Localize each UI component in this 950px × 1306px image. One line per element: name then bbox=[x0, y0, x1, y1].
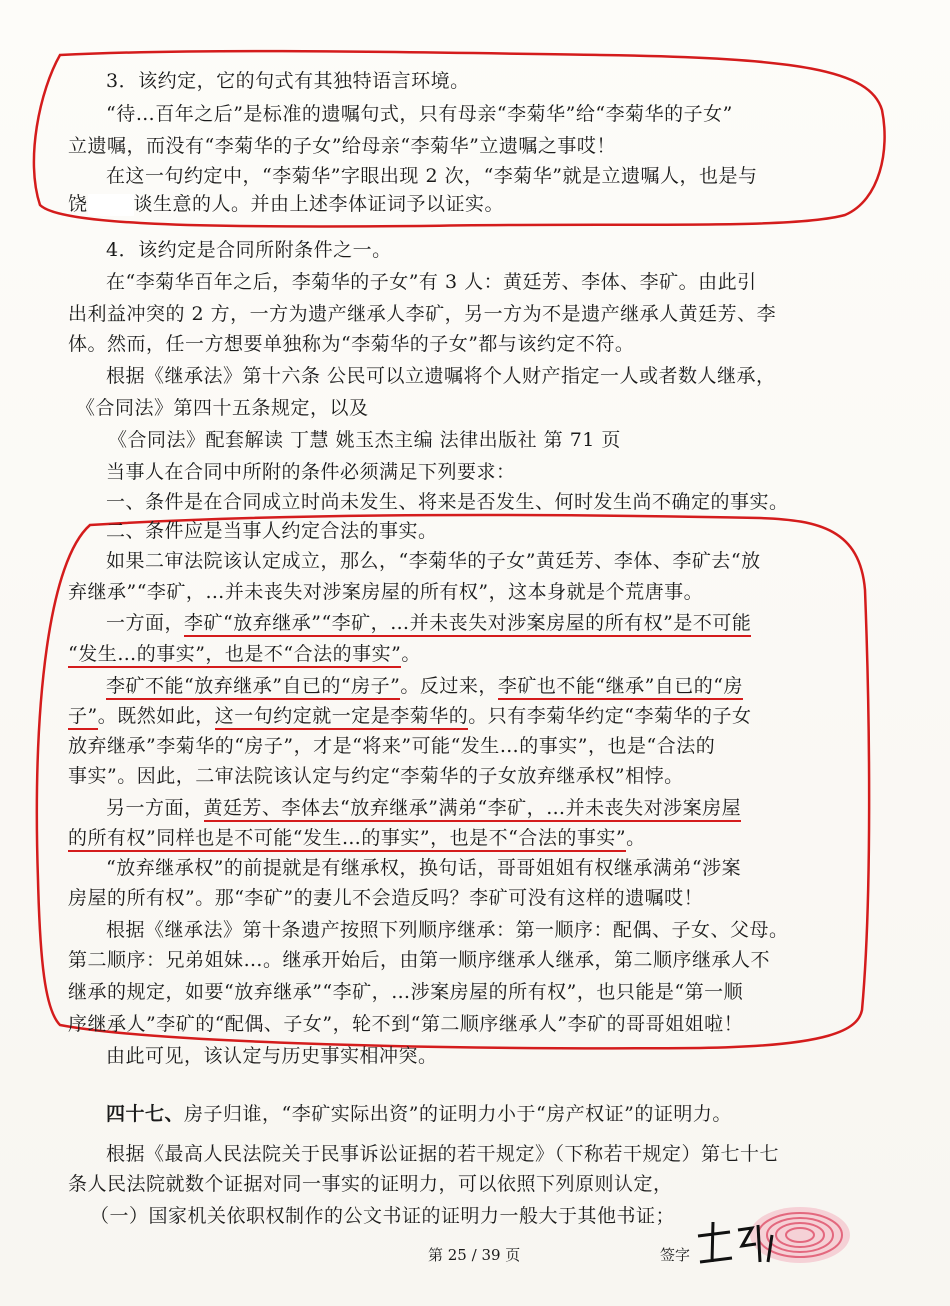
para-line: 立遗嘱，而没有“李菊华的子女”给母亲“李菊华”立遗嘱之事哎！ bbox=[68, 135, 616, 157]
text-span: 谈生意的人。并由上述李体证词予以证实。 bbox=[133, 193, 505, 215]
para-line: 房屋的所有权”。那“李矿”的妻儿不会造反吗？李矿可没有这样的遗嘱哎！ bbox=[68, 887, 704, 909]
para-line: 根据《最高人民法院关于民事诉讼证据的若干规定》（下称若干规定）第七十七 bbox=[106, 1143, 780, 1165]
para-line bbox=[106, 674, 743, 698]
redaction-blank bbox=[88, 194, 134, 216]
para-line: 出利益冲突的 2 方，一方为遗产继承人李矿，另一方为不是遗产继承人黄廷芳、李 bbox=[68, 303, 777, 325]
para-line bbox=[106, 611, 751, 635]
para-line bbox=[68, 826, 646, 850]
para-line: 序继承人”李矿的“配偶、子女”，轮不到“第二顺序继承人”李矿的哥哥姐姐啦！ bbox=[68, 1013, 744, 1035]
underlined-text: 的所有权”同样也是不可能“发生…的事实”，也是不“合法的事实” bbox=[68, 827, 626, 852]
page-number: 第 25 / 39 页 bbox=[428, 1246, 521, 1264]
para-line: 《合同法》第四十五条规定，以及 bbox=[76, 397, 369, 419]
para-line: 弃继承”“李矿，…并未丧失对涉案房屋的所有权”，这本身就是个荒唐事。 bbox=[68, 581, 704, 603]
para-line: 当事人在合同中所附的条件必须满足下列要求： bbox=[106, 461, 516, 483]
para-line: 如果二审法院该认定成立，那么，“李菊华的子女”黄廷芳、李体、李矿去“放 bbox=[106, 550, 761, 572]
para-line: 继承的规定，如要“放弃继承”“李矿，…涉案房屋的所有权”，也只能是“第一顺 bbox=[68, 981, 744, 1003]
signature-label: 签字 bbox=[660, 1246, 691, 1264]
text-span: 。既然如此， bbox=[97, 705, 215, 727]
underlined-text: 黄廷芳、李体去“放弃继承”满弟“李矿，…并未丧失对涉案房屋 bbox=[204, 797, 742, 822]
underlined-text: 李矿不能“放弃继承”自已的“房子” bbox=[106, 675, 400, 700]
para-line: 体。然而，任一方想要单独称为“李菊华的子女”都与该约定不符。 bbox=[68, 333, 635, 355]
heading-text: 房子归谁，“李矿实际出资”的证明力小于“房产权证”的证明力。 bbox=[184, 1103, 732, 1125]
section-heading bbox=[106, 1102, 732, 1126]
para-line: （一）国家机关依职权制作的公文书证的证明力一般大于其他书证； bbox=[90, 1205, 676, 1227]
underlined-text: “发生…的事实”，也是不“合法的事实” bbox=[68, 643, 401, 668]
text-span: 。 bbox=[626, 827, 646, 849]
para-line: 4．该约定是合同所附条件之一。 bbox=[106, 239, 392, 261]
para-line bbox=[68, 704, 751, 728]
underlined-text: 这一句约定就一定是李菊华的 bbox=[215, 705, 469, 730]
para-line: 条人民法院就数个证据对同一事实的证明力，可以依照下列原则认定， bbox=[68, 1173, 673, 1195]
para-line: 放弃继承”李菊华的“房子”，才是“将来”可能“发生…的事实”，也是“合法的 bbox=[68, 735, 716, 757]
para-line: 一、条件是在合同成立时尚未发生、将来是否发生、何时发生尚不确定的事实。 bbox=[106, 491, 789, 513]
para-line: 第二顺序：兄弟姐妹…。继承开始后，由第一顺序继承人继承，第二顺序继承人不 bbox=[68, 949, 771, 971]
para-line: “待…百年之后”是标准的遗嘱句式，只有母亲“李菊华”给“李菊华的子女” bbox=[106, 103, 733, 125]
para-line: “放弃继承权”的前提就是有继承权，换句话，哥哥姐姐有权继承满弟“涉案 bbox=[106, 857, 742, 879]
para-line bbox=[68, 192, 504, 216]
para-line: 由此可见，该认定与历史事实相冲突。 bbox=[106, 1045, 438, 1067]
para-line: 《合同法》配套解读 丁慧 姚玉杰主编 法律出版社 第 71 页 bbox=[108, 429, 621, 451]
text-span: 另一方面， bbox=[106, 797, 204, 819]
para-line: 3．该约定，它的句式有其独特语言环境。 bbox=[106, 70, 470, 92]
para-line: 根据《继承法》第十条遗产按照下列顺序继承：第一顺序：配偶、子女、父母。 bbox=[106, 919, 789, 941]
para-line: 二、条件应是当事人约定合法的事实。 bbox=[106, 520, 438, 542]
para-line: 在这一句约定中，“李菊华”字眼出现 2 次，“李菊华”就是立遗嘱人，也是与 bbox=[106, 165, 758, 187]
text-span: 。 bbox=[401, 643, 421, 665]
fingerprint-seal bbox=[750, 1207, 850, 1263]
text-span: 饶 bbox=[68, 193, 88, 215]
underlined-text: 子” bbox=[68, 705, 98, 730]
text-span: 。只有李菊华约定“李菊华的子女 bbox=[468, 705, 752, 727]
para-line bbox=[106, 796, 741, 820]
heading-number: 四十七、 bbox=[106, 1103, 185, 1125]
text-span: 一方面， bbox=[106, 612, 185, 634]
para-line: 在“李菊华百年之后，李菊华的子女”有 3 人：黄廷芳、李体、李矿。由此引 bbox=[106, 271, 757, 293]
underlined-text: 李矿也不能“继承”自已的“房 bbox=[498, 675, 743, 700]
underlined-text: 李矿“放弃继承”“李矿，…并未丧失对涉案房屋的所有权”是不可能 bbox=[184, 612, 751, 637]
para-line bbox=[68, 642, 421, 666]
text-span: 。反过来， bbox=[400, 675, 498, 697]
para-line: 事实”。因此，二审法院该认定与约定“李菊华的子女放弃继承权”相悖。 bbox=[68, 765, 684, 787]
para-line: 根据《继承法》第十六条 公民可以立遗嘱将个人财产指定一人或者数人继承， bbox=[106, 365, 776, 387]
